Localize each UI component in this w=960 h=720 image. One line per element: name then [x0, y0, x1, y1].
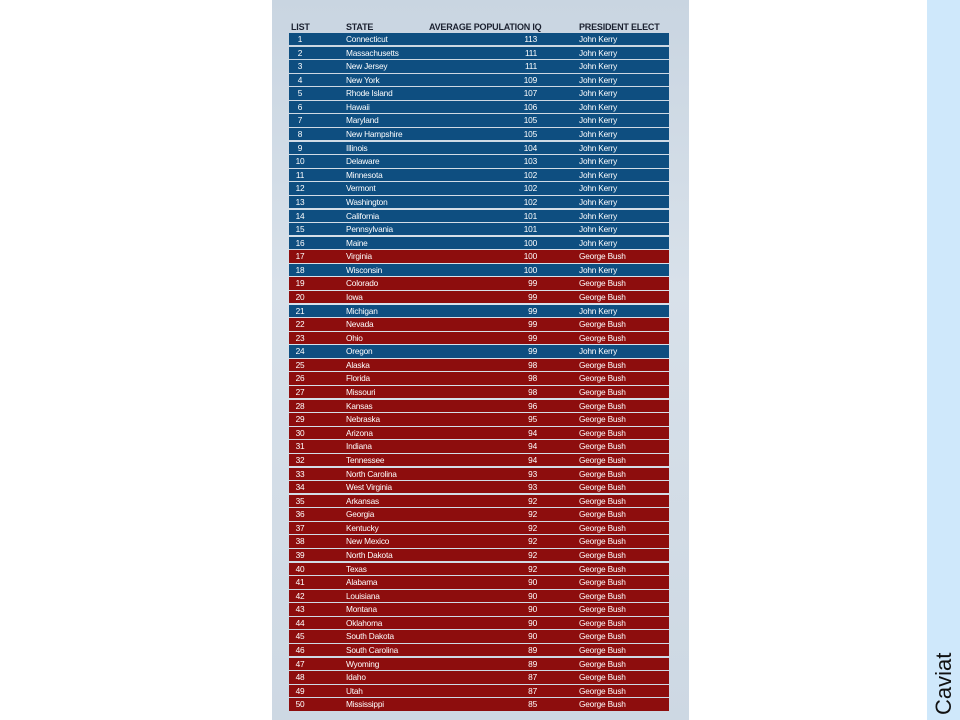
table-row	[289, 305, 669, 317]
table-row	[289, 386, 669, 398]
row-iq: 92	[528, 522, 537, 533]
row-number: 3	[297, 61, 303, 72]
row-number: 42	[295, 590, 305, 601]
row-president: George Bush	[579, 373, 626, 384]
row-state: Montana	[346, 604, 377, 615]
table-row	[289, 33, 669, 45]
row-number: 48	[295, 672, 305, 683]
row-state: Texas	[346, 563, 367, 574]
row-number: 16	[295, 237, 305, 248]
row-president: George Bush	[579, 427, 626, 438]
row-number: 22	[295, 319, 305, 330]
table-row	[289, 549, 669, 561]
row-president: John Kerry	[579, 115, 618, 126]
row-state: Kansas	[346, 400, 373, 411]
row-state: Alabama	[346, 577, 378, 588]
row-iq: 92	[528, 536, 537, 547]
row-number: 30	[295, 427, 305, 438]
table-row	[289, 223, 669, 235]
table-row	[289, 196, 669, 208]
row-state: Michigan	[346, 305, 378, 316]
row-president: George Bush	[579, 414, 626, 425]
row-state: Pennsylvania	[346, 224, 393, 235]
row-president: John Kerry	[579, 224, 618, 235]
row-number: 45	[295, 631, 305, 642]
row-president: George Bush	[579, 291, 626, 302]
row-state: Maine	[346, 237, 368, 248]
row-iq: 99	[528, 305, 537, 316]
row-iq: 100	[523, 237, 537, 248]
table-row	[289, 291, 669, 303]
row-iq: 99	[528, 332, 537, 343]
row-president: John Kerry	[579, 210, 618, 221]
table-row	[289, 603, 669, 615]
row-iq: 101	[523, 224, 537, 235]
row-number: 27	[295, 387, 305, 398]
row-state: Minnesota	[346, 169, 383, 180]
row-state: Arkansas	[346, 495, 379, 506]
row-number: 34	[295, 482, 305, 493]
row-president: George Bush	[579, 549, 626, 560]
row-iq: 106	[523, 101, 537, 112]
row-iq: 90	[528, 617, 537, 628]
row-iq: 111	[524, 61, 537, 72]
row-state: Iowa	[346, 291, 363, 302]
table-body	[289, 33, 669, 711]
row-iq: 103	[523, 156, 537, 167]
row-president: George Bush	[579, 400, 626, 411]
row-number: 25	[295, 359, 305, 370]
row-iq: 90	[528, 590, 537, 601]
row-president: John Kerry	[579, 101, 618, 112]
row-iq: 102	[523, 196, 537, 207]
row-number: 37	[295, 522, 305, 533]
row-state: Massachusetts	[346, 47, 399, 58]
row-president: John Kerry	[579, 346, 618, 357]
row-number: 17	[295, 251, 305, 262]
row-iq: 87	[528, 672, 537, 683]
row-state: Wisconsin	[346, 264, 383, 275]
table-row	[289, 128, 669, 140]
row-number: 32	[295, 454, 305, 465]
row-number: 7	[297, 115, 303, 126]
row-president: George Bush	[579, 672, 626, 683]
row-number: 1	[297, 34, 303, 44]
table-row	[289, 630, 669, 642]
row-number: 15	[295, 224, 305, 235]
table-row	[289, 468, 669, 480]
row-president: John Kerry	[579, 34, 618, 44]
row-state: South Dakota	[346, 631, 394, 642]
table-row	[289, 264, 669, 276]
row-number: 35	[295, 495, 305, 506]
row-number: 5	[297, 88, 303, 99]
table-row	[289, 617, 669, 629]
row-state: Maryland	[346, 115, 379, 126]
row-iq: 90	[528, 604, 537, 615]
table-header	[289, 21, 669, 33]
row-number: 31	[295, 441, 305, 452]
row-state: Georgia	[346, 509, 375, 520]
table-row	[289, 427, 669, 439]
table-row	[289, 495, 669, 507]
row-iq: 93	[528, 482, 537, 493]
table-row	[289, 345, 669, 357]
row-number: 43	[295, 604, 305, 615]
row-number: 23	[295, 332, 305, 343]
table-row	[289, 454, 669, 466]
table-row	[289, 563, 669, 575]
row-state: Mississippi	[346, 699, 384, 710]
row-president: George Bush	[579, 577, 626, 588]
row-president: John Kerry	[579, 47, 618, 58]
row-iq: 94	[528, 427, 537, 438]
table-row	[289, 318, 669, 330]
row-state: North Carolina	[346, 468, 397, 479]
row-iq: 104	[523, 142, 537, 153]
row-number: 13	[295, 196, 305, 207]
row-number: 8	[297, 129, 303, 140]
row-state: West Virginia	[346, 482, 392, 493]
row-president: George Bush	[579, 590, 626, 601]
row-president: George Bush	[579, 319, 626, 330]
row-iq: 92	[528, 509, 537, 520]
table-row	[289, 142, 669, 154]
row-state: New York	[346, 74, 380, 85]
row-iq: 107	[523, 88, 537, 99]
table-row	[289, 169, 669, 181]
table-row	[289, 671, 669, 683]
sidebar-strip	[927, 0, 960, 720]
row-iq: 98	[528, 373, 537, 384]
row-state: Florida	[346, 373, 370, 384]
table-row	[289, 114, 669, 126]
row-president: John Kerry	[579, 156, 618, 167]
row-iq: 92	[528, 549, 537, 560]
row-president: George Bush	[579, 359, 626, 370]
row-number: 20	[295, 291, 305, 302]
row-state: Hawaii	[346, 101, 370, 112]
row-state: Oklahoma	[346, 617, 383, 628]
row-state: California	[346, 210, 380, 221]
table-row	[289, 87, 669, 99]
row-president: George Bush	[579, 482, 626, 493]
table-row	[289, 237, 669, 249]
row-number: 29	[295, 414, 305, 425]
header-president: PRESIDENT ELECT	[579, 22, 660, 32]
row-state: Virginia	[346, 251, 372, 262]
table-row	[289, 522, 669, 534]
row-president: George Bush	[579, 441, 626, 452]
table-row	[289, 413, 669, 425]
row-state: Utah	[346, 685, 363, 696]
row-president: John Kerry	[579, 88, 618, 99]
row-state: Arizona	[346, 427, 373, 438]
table-row	[289, 332, 669, 344]
row-number: 50	[295, 699, 305, 710]
table-row	[289, 576, 669, 588]
table-row	[289, 590, 669, 602]
row-state: Oregon	[346, 346, 373, 357]
row-iq: 93	[528, 468, 537, 479]
row-president: John Kerry	[579, 142, 618, 153]
table-row	[289, 698, 669, 710]
row-number: 38	[295, 536, 305, 547]
row-iq: 89	[528, 645, 537, 656]
row-president: John Kerry	[579, 264, 618, 275]
row-iq: 100	[523, 264, 537, 275]
row-president: George Bush	[579, 631, 626, 642]
table-row	[289, 400, 669, 412]
row-iq: 98	[528, 387, 537, 398]
row-iq: 92	[528, 495, 537, 506]
row-president: George Bush	[579, 509, 626, 520]
row-president: George Bush	[579, 468, 626, 479]
row-number: 10	[295, 156, 305, 167]
table-row	[289, 47, 669, 59]
row-iq: 113	[524, 34, 537, 44]
row-state: Wyoming	[346, 658, 380, 669]
row-president: George Bush	[579, 604, 626, 615]
row-iq: 89	[528, 658, 537, 669]
row-president: George Bush	[579, 645, 626, 656]
header-list: LIST	[291, 22, 310, 32]
row-iq: 102	[523, 169, 537, 180]
row-state: Kentucky	[346, 522, 379, 533]
row-president: George Bush	[579, 251, 626, 262]
table-row	[289, 685, 669, 697]
row-number: 47	[295, 658, 305, 669]
row-iq: 95	[528, 414, 537, 425]
caviat-label: Caviat	[931, 652, 956, 715]
row-state: Rhode Island	[346, 88, 393, 99]
iq-table	[289, 21, 669, 712]
row-iq: 90	[528, 631, 537, 642]
table-row	[289, 155, 669, 167]
row-iq: 87	[528, 685, 537, 696]
row-state: Tennessee	[346, 454, 385, 465]
row-number: 14	[295, 210, 305, 221]
row-president: John Kerry	[579, 183, 618, 194]
row-number: 46	[295, 645, 305, 656]
row-number: 6	[297, 101, 303, 112]
table-row	[289, 277, 669, 289]
header-iq: AVERAGE POPULATION IQ	[429, 22, 542, 32]
row-number: 40	[295, 563, 305, 574]
row-state: Nevada	[346, 319, 374, 330]
table-row	[289, 210, 669, 222]
row-iq: 90	[528, 577, 537, 588]
row-president: George Bush	[579, 454, 626, 465]
table-row	[289, 359, 669, 371]
row-number: 26	[295, 373, 305, 384]
table-row	[289, 658, 669, 670]
table-row	[289, 182, 669, 194]
row-president: George Bush	[579, 387, 626, 398]
row-iq: 105	[523, 115, 537, 126]
row-iq: 100	[523, 251, 537, 262]
row-number: 18	[295, 264, 305, 275]
row-president: John Kerry	[579, 237, 618, 248]
row-iq: 105	[523, 129, 537, 140]
row-state: Alaska	[346, 359, 370, 370]
row-iq: 85	[528, 699, 537, 710]
table-row	[289, 508, 669, 520]
row-state: New Hampshire	[346, 129, 403, 140]
row-president: John Kerry	[579, 196, 618, 207]
row-iq: 99	[528, 291, 537, 302]
table-row	[289, 250, 669, 262]
row-iq: 109	[523, 74, 537, 85]
row-president: George Bush	[579, 278, 626, 289]
row-iq: 94	[528, 454, 537, 465]
row-number: 39	[295, 549, 305, 560]
row-state: North Dakota	[346, 549, 393, 560]
row-state: Nebraska	[346, 414, 380, 425]
row-president: John Kerry	[579, 169, 618, 180]
table-row	[289, 60, 669, 72]
row-state: Delaware	[346, 156, 380, 167]
row-president: George Bush	[579, 617, 626, 628]
row-state: Colorado	[346, 278, 379, 289]
row-state: Vermont	[346, 183, 376, 194]
row-president: John Kerry	[579, 61, 618, 72]
row-state: Ohio	[346, 332, 363, 343]
row-state: Washington	[346, 196, 388, 207]
row-iq: 96	[528, 400, 537, 411]
row-number: 12	[295, 183, 305, 194]
row-state: New Jersey	[346, 61, 388, 72]
table-row	[289, 481, 669, 493]
row-iq: 94	[528, 441, 537, 452]
row-president: John Kerry	[579, 305, 618, 316]
row-president: George Bush	[579, 685, 626, 696]
row-number: 28	[295, 400, 305, 411]
table-row	[289, 372, 669, 384]
row-president: John Kerry	[579, 129, 618, 140]
row-number: 4	[297, 74, 303, 85]
row-president: George Bush	[579, 563, 626, 574]
row-iq: 99	[528, 319, 537, 330]
row-number: 9	[297, 142, 303, 153]
row-iq: 102	[523, 183, 537, 194]
row-number: 41	[295, 577, 305, 588]
row-president: George Bush	[579, 536, 626, 547]
table-row	[289, 644, 669, 656]
row-iq: 99	[528, 278, 537, 289]
row-number: 33	[295, 468, 305, 479]
row-president: George Bush	[579, 658, 626, 669]
row-iq: 111	[524, 47, 537, 58]
header-state: STATE	[346, 22, 374, 32]
row-state: Missouri	[346, 387, 376, 398]
table-row	[289, 74, 669, 86]
row-iq: 92	[528, 563, 537, 574]
row-number: 11	[295, 169, 305, 180]
row-iq: 101	[523, 210, 537, 221]
row-president: George Bush	[579, 495, 626, 506]
row-number: 24	[295, 346, 305, 357]
row-state: Connecticut	[346, 34, 388, 44]
row-state: Illinois	[346, 142, 368, 153]
row-iq: 98	[528, 359, 537, 370]
table-row	[289, 440, 669, 452]
row-president: George Bush	[579, 332, 626, 343]
row-state: Louisiana	[346, 590, 380, 601]
table-row	[289, 101, 669, 113]
row-president: John Kerry	[579, 74, 618, 85]
row-number: 49	[295, 685, 305, 696]
row-state: Indiana	[346, 441, 372, 452]
row-state: South Carolina	[346, 645, 399, 656]
row-number: 36	[295, 509, 305, 520]
row-president: George Bush	[579, 699, 626, 710]
row-state: Idaho	[346, 672, 366, 683]
row-number: 21	[295, 305, 305, 316]
row-number: 2	[297, 47, 303, 58]
row-iq: 99	[528, 346, 537, 357]
row-state: New Mexico	[346, 536, 390, 547]
row-president: George Bush	[579, 522, 626, 533]
row-number: 19	[295, 278, 305, 289]
row-number: 44	[295, 617, 305, 628]
table-row	[289, 535, 669, 547]
